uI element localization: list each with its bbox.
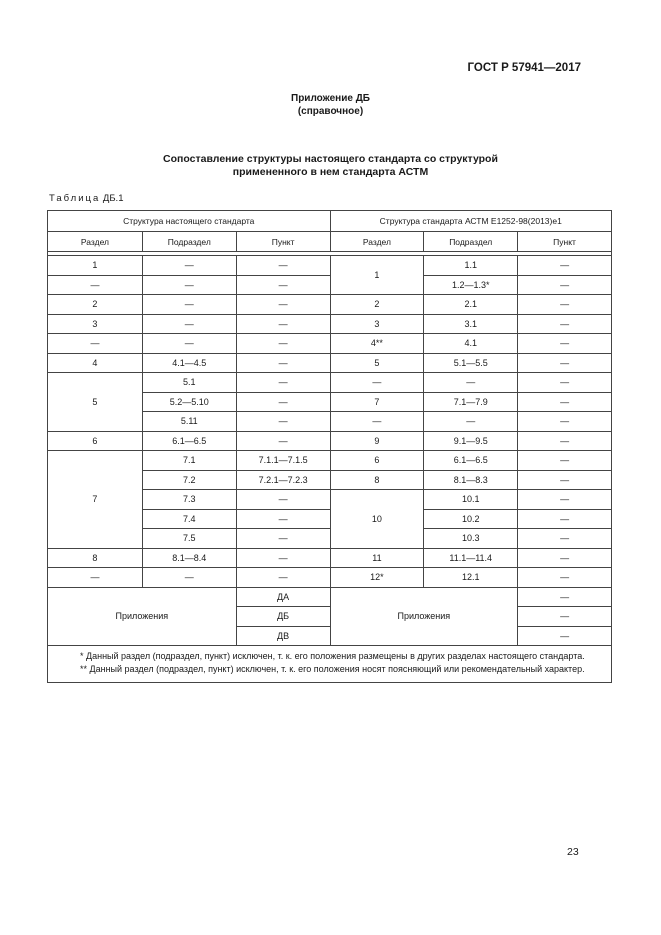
footnote-2: ** Данный раздел (подраздел, пункт) исключен, т. к. его положения носят поясняющий или рекомендательный характер. (80, 664, 585, 674)
table-notes (48, 646, 612, 683)
table-row (48, 587, 612, 607)
table-cell: — (236, 490, 330, 510)
column-header: Подраздел (424, 232, 518, 252)
table-cell: — (518, 314, 612, 334)
table-cell: 7.2 (142, 470, 236, 490)
table-cell: 4** (330, 334, 424, 354)
table-cell: 10 (330, 490, 424, 549)
annex-title: Приложение ДБ (291, 93, 370, 104)
table-cell: 3 (48, 314, 143, 334)
table-cell: 11 (330, 548, 424, 568)
table-cell: Приложения (330, 587, 518, 646)
table-row (48, 353, 612, 373)
table-cell: 7.3 (142, 490, 236, 510)
table-cell: 5.2—5.10 (142, 392, 236, 412)
table-cell: 5 (48, 373, 143, 432)
table-row (48, 256, 612, 276)
table-cell: 10.2 (424, 509, 518, 529)
table-cell: 1 (48, 256, 143, 276)
table-cell: — (236, 314, 330, 334)
table-cell: — (48, 334, 143, 354)
table-cell: 2.1 (424, 295, 518, 315)
table-cell: 7.2.1—7.2.3 (236, 470, 330, 490)
table-cell: — (48, 275, 143, 295)
table-cell: — (518, 373, 612, 393)
table-column-header-row (48, 232, 612, 252)
annex-subtitle: (справочное) (297, 106, 364, 117)
column-header: Пункт (236, 232, 330, 252)
footnote-1: * Данный раздел (подраздел, пункт) исключен, т. к. его положения размещены в других разделах настоящего стандарта. (80, 651, 585, 661)
table-cell: 9.1—9.5 (424, 431, 518, 451)
table-cell: — (236, 392, 330, 412)
table-cell: — (142, 334, 236, 354)
table-cell: — (236, 334, 330, 354)
table-cell: 1.2—1.3* (424, 275, 518, 295)
table-cell: — (518, 509, 612, 529)
table-cell: — (518, 490, 612, 510)
column-header: Пункт (518, 232, 612, 252)
table-row (48, 373, 612, 393)
table-cell: — (518, 626, 612, 646)
table-cell: 4.1 (424, 334, 518, 354)
document-code: ГОСТ Р 57941—2017 (467, 62, 581, 74)
table-cell: 8.1—8.4 (142, 548, 236, 568)
column-header: Подраздел (142, 232, 236, 252)
table-row (48, 314, 612, 334)
group-header-this-standard: Структура настоящего стандарта (48, 211, 331, 232)
table-cell: — (518, 353, 612, 373)
table-cell: — (236, 353, 330, 373)
table-cell: — (518, 256, 612, 276)
table-cell: — (236, 509, 330, 529)
table-row (48, 568, 612, 588)
table-cell: 2 (330, 295, 424, 315)
table-cell: 7.1 (142, 451, 236, 471)
table-caption-number: ДБ.1 (102, 193, 124, 204)
table-caption (49, 193, 123, 204)
table-group-header-row (48, 211, 612, 232)
table-cell: Приложения (48, 587, 237, 646)
table-cell: — (518, 568, 612, 588)
table-cell: 11.1—11.4 (424, 548, 518, 568)
table-cell: — (518, 334, 612, 354)
table-cell: ДА (236, 587, 330, 607)
table-cell: 7.1—7.9 (424, 392, 518, 412)
table-cell: — (236, 431, 330, 451)
table-row (48, 451, 612, 471)
table-cell: 12.1 (424, 568, 518, 588)
table-cell: — (142, 314, 236, 334)
table-cell: 3.1 (424, 314, 518, 334)
table-row (48, 295, 612, 315)
table-cell: 2 (48, 295, 143, 315)
table-cell: 4.1—4.5 (142, 353, 236, 373)
table-cell: — (424, 412, 518, 432)
annex-title-block (0, 92, 661, 118)
table-cell: 5.11 (142, 412, 236, 432)
table-cell: 7.4 (142, 509, 236, 529)
column-header: Раздел (48, 232, 143, 252)
heading-line-2: примененного в нем стандарта АСТМ (232, 166, 429, 178)
table-cell: 4 (48, 353, 143, 373)
table-cell: — (330, 373, 424, 393)
table-cell: — (236, 412, 330, 432)
table-cell: — (518, 587, 612, 607)
table-row (48, 548, 612, 568)
table-cell: 5 (330, 353, 424, 373)
column-header: Раздел (330, 232, 424, 252)
table-cell: — (518, 275, 612, 295)
table-cell: — (424, 373, 518, 393)
table-cell: — (518, 431, 612, 451)
table-cell: — (236, 548, 330, 568)
table-cell: — (48, 568, 143, 588)
table-cell: 5.1 (142, 373, 236, 393)
table-cell: 8 (48, 548, 143, 568)
table-cell: 10.1 (424, 490, 518, 510)
table-cell: 6 (330, 451, 424, 471)
table-notes-row (48, 646, 612, 683)
table-cell: — (330, 412, 424, 432)
table-row (48, 334, 612, 354)
table-cell: — (142, 275, 236, 295)
table-cell: — (518, 412, 612, 432)
table-cell: — (236, 256, 330, 276)
table-cell: 8 (330, 470, 424, 490)
table-row (48, 431, 612, 451)
table-cell: — (236, 373, 330, 393)
table-cell: 7.5 (142, 529, 236, 549)
table-cell: 5.1—5.5 (424, 353, 518, 373)
table-cell: 7.1.1—7.1.5 (236, 451, 330, 471)
table-cell: 8.1—8.3 (424, 470, 518, 490)
table-cell: — (236, 275, 330, 295)
table-cell: 6.1—6.5 (142, 431, 236, 451)
heading-line-1: Сопоставление структуры настоящего стандарта со структурой (163, 153, 498, 165)
table-cell: — (236, 568, 330, 588)
group-header-astm-standard: Структура стандарта АСТМ Е1252-98(2013)е1 (330, 211, 612, 232)
section-heading (0, 153, 661, 179)
table-cell: 6 (48, 431, 143, 451)
table-caption-word: Таблица (49, 193, 101, 204)
table-cell: — (142, 256, 236, 276)
table-cell: — (518, 470, 612, 490)
table-cell: — (518, 451, 612, 471)
table-cell: 3 (330, 314, 424, 334)
table-cell: ДБ (236, 607, 330, 627)
table-cell: 9 (330, 431, 424, 451)
table-cell: — (236, 295, 330, 315)
table-cell: 1 (330, 256, 424, 295)
table-cell: — (518, 529, 612, 549)
table-cell: — (518, 607, 612, 627)
table-cell: 1.1 (424, 256, 518, 276)
page-number: 23 (567, 846, 579, 858)
table-cell: — (142, 295, 236, 315)
table-cell: — (518, 295, 612, 315)
table-cell: — (142, 568, 236, 588)
table-row (48, 275, 612, 295)
table-cell: 7 (330, 392, 424, 412)
table-cell: — (236, 529, 330, 549)
table-cell: 7 (48, 451, 143, 549)
comparison-table (47, 210, 612, 683)
table-cell: — (518, 548, 612, 568)
table-cell: ДВ (236, 626, 330, 646)
table-cell: 10.3 (424, 529, 518, 549)
table-cell: 6.1—6.5 (424, 451, 518, 471)
table-cell: — (518, 392, 612, 412)
table-cell: 12* (330, 568, 424, 588)
